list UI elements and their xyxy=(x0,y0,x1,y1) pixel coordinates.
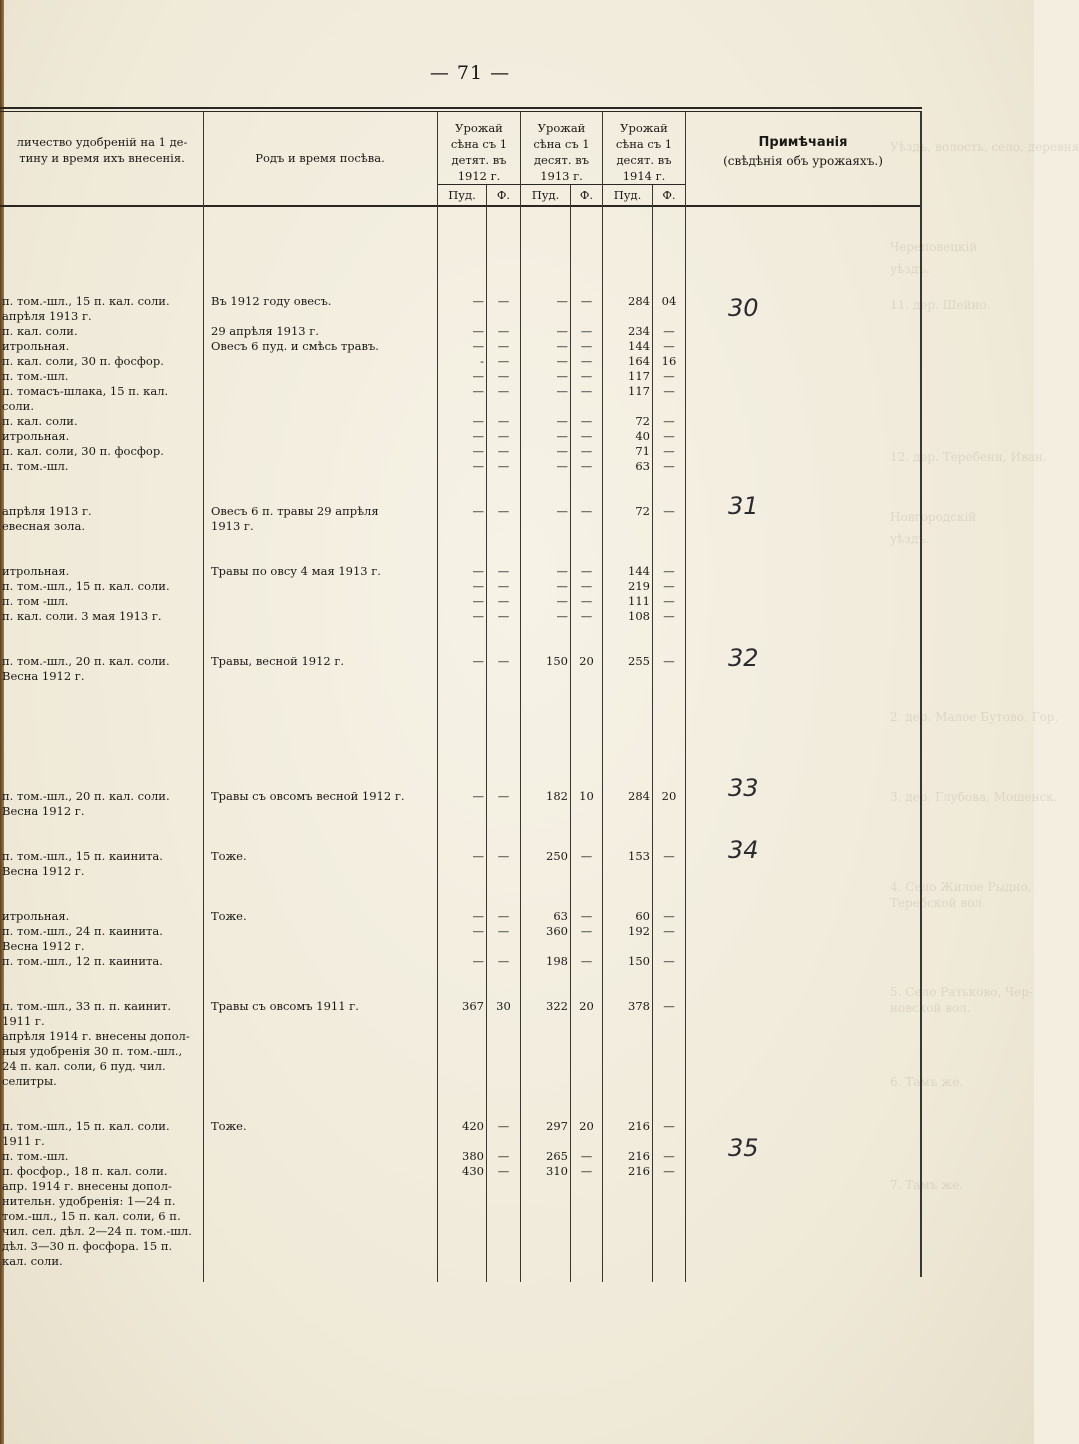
row-fert-cell: 1911 г. xyxy=(2,1014,45,1028)
row-f14-cell: — xyxy=(663,924,675,938)
row-p14-cell: 216 xyxy=(628,1149,650,1163)
header-1914-line-1: Урожай xyxy=(620,121,668,135)
row-p13-cell: 265 xyxy=(546,1149,568,1163)
subheader-f-1913: Ф. xyxy=(579,188,594,202)
row-f14-cell: — xyxy=(663,1149,675,1163)
row-p13-cell: 182 xyxy=(546,789,568,803)
row-fert-cell: п. том -шл. xyxy=(2,594,69,608)
row-p13-cell: 198 xyxy=(546,954,568,968)
handwritten-number: 34 xyxy=(728,836,759,864)
page-number: — 71 — xyxy=(429,62,511,84)
row-fert-cell: п. кал. соли, 30 п. фосфор. xyxy=(2,444,164,458)
row-fert-cell: апрѣля 1913 г. xyxy=(2,504,92,518)
bleed-through-line: 12. дер. Теребени, Иван. xyxy=(890,450,1047,464)
row-p13-cell: — xyxy=(556,444,568,458)
row-fert-cell: Весна 1912 г. xyxy=(2,669,85,683)
row-fert-cell: п. кал. соли, 30 п. фосфор. xyxy=(2,354,164,368)
row-f12-cell: — xyxy=(497,429,510,443)
row-p13-cell: — xyxy=(556,504,568,518)
row-crop-cell: 1913 г. xyxy=(211,519,254,533)
row-f13-cell: — xyxy=(580,1164,593,1178)
row-f14-cell: 16 xyxy=(661,354,677,368)
row-p12-cell: — xyxy=(472,924,484,938)
row-p12-cell: — xyxy=(472,384,484,398)
row-crop-cell: Тоже. xyxy=(211,1119,247,1133)
row-p12-cell: — xyxy=(472,414,484,428)
header-yield-1914 xyxy=(603,120,685,184)
row-fert-cell: итрольная. xyxy=(2,429,70,443)
row-f13-cell: — xyxy=(580,609,593,623)
row-fert-cell: п. том.-шл., 15 п. каинита. xyxy=(2,849,163,863)
row-f13-cell: — xyxy=(580,594,593,608)
row-fert-cell: апрѣля 1914 г. внесены допол- xyxy=(2,1029,190,1043)
row-p14-cell: 144 xyxy=(628,339,650,353)
row-p12-cell: 430 xyxy=(462,1164,484,1178)
row-f13-cell: — xyxy=(580,954,593,968)
row-f13-cell: — xyxy=(580,369,593,383)
row-f12-cell: — xyxy=(497,459,510,473)
handwritten-number: 32 xyxy=(728,644,759,672)
row-p14-cell: 63 xyxy=(635,459,650,473)
row-f14-cell: — xyxy=(663,459,675,473)
subheader-f-1914: Ф. xyxy=(662,188,676,202)
row-fert-cell: п. томасъ-шлака, 15 п. кал. xyxy=(2,384,169,398)
header-crop xyxy=(204,150,436,166)
row-p13-cell: 310 xyxy=(546,1164,568,1178)
row-f13-cell: — xyxy=(580,414,593,428)
row-p14-cell: 117 xyxy=(628,369,650,383)
col-rule-1914 xyxy=(602,112,603,1282)
row-crop-cell: Овесъ 6 п. травы 29 апрѣля xyxy=(211,504,379,518)
row-fert-cell: п. кал. соли. xyxy=(2,414,78,428)
row-f13-cell: — xyxy=(580,444,593,458)
row-f13-cell: — xyxy=(580,429,593,443)
bleed-through-line: Теребской вол. xyxy=(890,896,986,910)
row-fert-cell: п. том.-шл. xyxy=(2,369,69,383)
row-p13-cell: — xyxy=(556,579,568,593)
row-fert-cell: итрольная. xyxy=(2,909,70,923)
row-fert-cell: соли. xyxy=(2,399,34,413)
row-p13-cell: — xyxy=(556,414,568,428)
bleed-through-line: 11. дер. Шейно. xyxy=(890,298,991,312)
row-fert-cell: п. том.-шл., 24 п. каинита. xyxy=(2,924,163,938)
row-f14-cell: — xyxy=(663,579,675,593)
row-crop-cell: Овесъ 6 пуд. и смѣсь травъ. xyxy=(211,339,379,353)
bleed-through-line: 5. Село Ратьково, Чер- xyxy=(890,985,1034,999)
row-f12-cell: — xyxy=(497,504,510,518)
row-fert-cell: п. том.-шл., 20 п. кал. соли. xyxy=(2,654,170,668)
row-crop-cell: Въ 1912 году овесъ. xyxy=(211,294,332,308)
row-p14-cell: 284 xyxy=(628,789,650,803)
header-notes-subtitle: (свѣдѣнія объ урожаяхъ.) xyxy=(723,154,883,168)
row-fert-cell: итрольная. xyxy=(2,564,70,578)
row-p12-cell: 420 xyxy=(462,1119,484,1133)
row-p14-cell: 219 xyxy=(628,579,650,593)
row-f13-cell: — xyxy=(580,579,593,593)
row-fert-cell: п. том.-шл., 20 п. кал. соли. xyxy=(2,789,170,803)
header-yield-1913 xyxy=(521,120,602,184)
row-p12-cell: — xyxy=(472,429,484,443)
row-p12-cell: 367 xyxy=(462,999,484,1013)
top-double-rule xyxy=(0,107,922,109)
bleed-through-line: уѣздъ. xyxy=(890,262,930,276)
row-f12-cell: — xyxy=(497,294,510,308)
row-f14-cell: — xyxy=(663,849,675,863)
row-p12-cell: — xyxy=(472,369,484,383)
row-f13-cell: 20 xyxy=(579,1119,594,1133)
row-f13-cell: — xyxy=(580,504,593,518)
row-fert-cell: итрольная. xyxy=(2,339,70,353)
row-p12-cell: — xyxy=(472,294,484,308)
subheader-pud-1914: Пуд. xyxy=(613,188,642,202)
row-f12-cell: — xyxy=(497,609,510,623)
bleed-through-line: 7. Тамъ же. xyxy=(890,1178,964,1192)
row-f13-cell: — xyxy=(580,849,593,863)
row-f13-cell: — xyxy=(580,339,593,353)
row-f14-cell: — xyxy=(663,1164,675,1178)
row-crop-cell: 29 апрѣля 1913 г. xyxy=(211,324,319,338)
row-f13-cell: — xyxy=(580,459,593,473)
row-p13-cell: — xyxy=(556,459,568,473)
row-p14-cell: 255 xyxy=(628,654,650,668)
row-p13-cell: — xyxy=(556,609,568,623)
subheader-f-1912: Ф. xyxy=(496,188,511,202)
row-f12-cell: 30 xyxy=(496,999,511,1013)
row-p12-cell: 380 xyxy=(462,1149,484,1163)
header-notes-title: Примѣчанія xyxy=(758,135,848,150)
row-f14-cell: — xyxy=(663,954,675,968)
row-p14-cell: 234 xyxy=(628,324,650,338)
col-rule-1913 xyxy=(520,112,521,1282)
row-f12-cell: — xyxy=(497,909,510,923)
row-fert-cell: том.-шл., 15 п. кал. соли, 6 п. xyxy=(2,1209,181,1223)
row-f12-cell: — xyxy=(497,594,510,608)
bleed-through-line: Череповецкій xyxy=(890,240,978,254)
row-f14-cell: — xyxy=(663,1119,675,1133)
row-fert-cell: чил. сел. дѣл. 2—24 п. том.-шл. xyxy=(2,1224,192,1238)
row-f13-cell: — xyxy=(580,564,593,578)
row-fert-cell: п. том.-шл., 12 п. каинита. xyxy=(2,954,163,968)
row-p14-cell: 60 xyxy=(635,909,650,923)
row-f14-cell: — xyxy=(663,444,675,458)
row-p12-cell: — xyxy=(472,789,484,803)
header-1913-line-1: Урожай xyxy=(537,121,586,135)
header-1914-line-4: 1914 г. xyxy=(622,169,666,183)
row-p14-cell: 150 xyxy=(628,954,650,968)
row-p12-cell: — xyxy=(472,654,484,668)
row-p14-cell: 378 xyxy=(628,999,650,1013)
row-fert-cell: дѣл. 3—30 п. фосфора. 15 п. xyxy=(2,1239,173,1253)
row-f12-cell: — xyxy=(497,1149,510,1163)
row-p14-cell: 40 xyxy=(635,429,650,443)
handwritten-number: 31 xyxy=(728,492,759,520)
row-f12-cell: — xyxy=(497,954,510,968)
row-p12-cell: - xyxy=(480,354,484,368)
row-fert-cell: п. том.-шл., 15 п. кал. соли. xyxy=(2,1119,170,1133)
row-p12-cell: — xyxy=(472,909,484,923)
row-p13-cell: — xyxy=(556,429,568,443)
row-p14-cell: 144 xyxy=(628,564,650,578)
row-p12-cell: — xyxy=(472,954,484,968)
row-p14-cell: 216 xyxy=(628,1164,650,1178)
row-f13-cell: — xyxy=(580,924,593,938)
row-f14-cell: — xyxy=(663,384,675,398)
row-p14-cell: 111 xyxy=(628,594,650,608)
row-fert-cell: п. том.-шл., 33 п. п. каинит. xyxy=(2,999,172,1013)
bleed-through-line: уѣздъ. xyxy=(890,532,930,546)
row-f14-cell: — xyxy=(663,339,675,353)
row-f12-cell: — xyxy=(497,324,510,338)
row-fert-cell: нительн. удобренія: 1—24 п. xyxy=(2,1194,176,1208)
row-p12-cell: — xyxy=(472,564,484,578)
row-f13-cell: 20 xyxy=(579,654,594,668)
row-fert-cell: 24 п. кал. соли, 6 пуд. чил. xyxy=(2,1059,166,1073)
row-p12-cell: — xyxy=(472,459,484,473)
row-crop-cell: Травы, весной 1912 г. xyxy=(211,654,345,668)
row-f14-cell: — xyxy=(663,504,675,518)
row-p12-cell: — xyxy=(472,324,484,338)
row-f12-cell: — xyxy=(497,654,510,668)
row-fert-cell: Весна 1912 г. xyxy=(2,939,85,953)
row-fert-cell: евесная зола. xyxy=(2,519,85,533)
row-f12-cell: — xyxy=(497,849,510,863)
handwritten-number: 33 xyxy=(728,774,759,802)
row-f14-cell: — xyxy=(663,909,675,923)
header-1912-line-1: Урожай xyxy=(455,121,503,135)
row-f12-cell: — xyxy=(497,444,510,458)
row-f12-cell: — xyxy=(497,924,510,938)
row-fert-cell: апр. 1914 г. внесены допол- xyxy=(2,1179,172,1193)
row-crop-cell: Тоже. xyxy=(211,849,247,863)
row-f14-cell: — xyxy=(663,324,675,338)
row-f14-cell: — xyxy=(663,609,675,623)
row-p13-cell: 360 xyxy=(546,924,568,938)
header-1913-line-4: 1913 г. xyxy=(540,169,583,183)
row-p13-cell: — xyxy=(556,594,568,608)
row-f14-cell: 20 xyxy=(661,789,677,803)
header-fertilizer xyxy=(2,134,202,166)
row-p14-cell: 192 xyxy=(628,924,650,938)
row-f14-cell: — xyxy=(663,654,675,668)
row-fert-cell: п. том.-шл. xyxy=(2,1149,69,1163)
col-rule-notes xyxy=(685,112,686,1282)
row-p14-cell: 108 xyxy=(628,609,650,623)
row-crop-cell: Травы съ овсомъ 1911 г. xyxy=(211,999,359,1013)
row-f13-cell: 20 xyxy=(579,999,594,1013)
row-f12-cell: — xyxy=(497,339,510,353)
row-f13-cell: — xyxy=(580,909,593,923)
row-f12-cell: — xyxy=(497,789,510,803)
row-p13-cell: — xyxy=(556,564,568,578)
col-rule-fert xyxy=(203,112,204,1282)
table-right-border xyxy=(920,112,922,1277)
row-p13-cell: — xyxy=(556,324,568,338)
row-fert-cell: ныя удобренія 30 п. том.-шл., xyxy=(2,1044,183,1058)
header-1914-line-2: сѣна съ 1 xyxy=(615,137,673,151)
header-1914-line-3: десят. въ xyxy=(616,153,672,167)
bleed-through-line: 6. Тамъ же. xyxy=(890,1075,964,1089)
row-f12-cell: — xyxy=(497,384,510,398)
header-fertilizer-line-1: личество удобреній на 1 де- xyxy=(16,135,188,149)
row-f12-cell: — xyxy=(497,564,510,578)
row-f13-cell: 10 xyxy=(579,789,594,803)
row-p14-cell: 117 xyxy=(628,384,650,398)
bleed-through-line: 3. дер. Глубова, Мошенск. xyxy=(890,790,1058,804)
row-fert-cell: п. том.-шл., 15 п. кал. соли. xyxy=(2,294,170,308)
row-fert-cell: Весна 1912 г. xyxy=(2,864,85,878)
row-p13-cell: — xyxy=(556,384,568,398)
header-1912-line-3: детят. въ xyxy=(451,153,507,167)
row-f14-cell: — xyxy=(663,594,675,608)
row-p14-cell: 72 xyxy=(635,414,650,428)
header-notes xyxy=(686,134,920,170)
row-fert-cell: апрѣля 1913 г. xyxy=(2,309,92,323)
row-f12-cell: — xyxy=(497,414,510,428)
row-f12-cell: — xyxy=(497,354,510,368)
row-fert-cell: п. том.-шл. xyxy=(2,459,69,473)
row-p13-cell: 63 xyxy=(553,909,568,923)
subheader-pud-1912: Пуд. xyxy=(448,188,476,202)
row-f12-cell: — xyxy=(497,1119,510,1133)
row-p12-cell: — xyxy=(472,579,484,593)
subheader-rule xyxy=(437,184,685,185)
row-f14-cell: 04 xyxy=(661,294,677,308)
header-1912-line-2: сѣна съ 1 xyxy=(450,137,508,151)
row-p12-cell: — xyxy=(472,444,484,458)
row-p14-cell: 72 xyxy=(635,504,650,518)
header-yield-1912 xyxy=(438,120,520,184)
handwritten-number: 30 xyxy=(728,294,759,322)
header-1913-line-2: сѣна съ 1 xyxy=(533,137,590,151)
row-p13-cell: — xyxy=(556,294,568,308)
bleed-through-line: новской вол. xyxy=(890,1001,971,1015)
bleed-through-line: 2. дер. Малое Бутово, Гор. xyxy=(890,710,1059,724)
row-p13-cell: 322 xyxy=(546,999,568,1013)
row-f14-cell: — xyxy=(663,414,675,428)
row-f13-cell: — xyxy=(580,294,593,308)
row-f14-cell: — xyxy=(663,429,675,443)
bleed-through-line: Новгородскій xyxy=(890,510,977,524)
row-f13-cell: — xyxy=(580,384,593,398)
header-fertilizer-line-2: тину и время ихъ внесенія. xyxy=(19,151,185,165)
row-fert-cell: п. фосфор., 18 п. кал. соли. xyxy=(2,1164,168,1178)
row-p12-cell: — xyxy=(472,504,484,518)
row-fert-cell: кал. соли. xyxy=(2,1254,63,1268)
row-f14-cell: — xyxy=(663,999,675,1013)
bleed-through-line: 4. Село Жилое Рыдно, xyxy=(890,880,1032,894)
header-1913-line-3: десят. въ xyxy=(533,153,590,167)
row-p14-cell: 71 xyxy=(635,444,650,458)
row-f12-cell: — xyxy=(497,369,510,383)
row-crop-cell: Травы по овсу 4 мая 1913 г. xyxy=(211,564,381,578)
row-f12-cell: — xyxy=(497,1164,510,1178)
row-p13-cell: 250 xyxy=(546,849,568,863)
row-p13-cell: 150 xyxy=(546,654,568,668)
row-p12-cell: — xyxy=(472,849,484,863)
row-crop-cell: Травы съ овсомъ весной 1912 г. xyxy=(211,789,405,803)
row-f14-cell: — xyxy=(663,369,675,383)
header-bottom-rule xyxy=(0,205,922,207)
row-fert-cell: п. кал. соли. 3 мая 1913 г. xyxy=(2,609,162,623)
row-fert-cell: Весна 1912 г. xyxy=(2,804,85,818)
row-p12-cell: — xyxy=(472,339,484,353)
row-p12-cell: — xyxy=(472,594,484,608)
row-fert-cell: селитры. xyxy=(2,1074,57,1088)
row-p12-cell: — xyxy=(472,609,484,623)
row-f13-cell: — xyxy=(580,354,593,368)
row-fert-cell: п. кал. соли. xyxy=(2,324,78,338)
header-crop-text: Родъ и время посѣва. xyxy=(255,151,385,165)
row-fert-cell: п. том.-шл., 15 п. кал. соли. xyxy=(2,579,170,593)
row-p13-cell: — xyxy=(556,339,568,353)
row-fert-cell: 1911 г. xyxy=(2,1134,45,1148)
col-rule-crop xyxy=(437,112,438,1282)
row-p13-cell: 297 xyxy=(546,1119,568,1133)
row-f13-cell: — xyxy=(580,324,593,338)
header-1912-line-4: 1912 г. xyxy=(457,169,501,183)
subheader-pud-1913: Пуд. xyxy=(531,188,560,202)
row-p14-cell: 153 xyxy=(628,849,650,863)
row-f14-cell: — xyxy=(663,564,675,578)
row-p14-cell: 164 xyxy=(628,354,650,368)
row-crop-cell: Тоже. xyxy=(211,909,247,923)
row-f12-cell: — xyxy=(497,579,510,593)
row-p14-cell: 284 xyxy=(628,294,650,308)
bleed-through-line: Уѣздъ, волость, село, деревня xyxy=(890,140,1079,154)
row-f13-cell: — xyxy=(580,1149,593,1163)
row-p14-cell: 216 xyxy=(628,1119,650,1133)
handwritten-number: 35 xyxy=(728,1134,759,1162)
row-p13-cell: — xyxy=(556,369,568,383)
row-p13-cell: — xyxy=(556,354,568,368)
top-rule-thin xyxy=(0,111,922,112)
